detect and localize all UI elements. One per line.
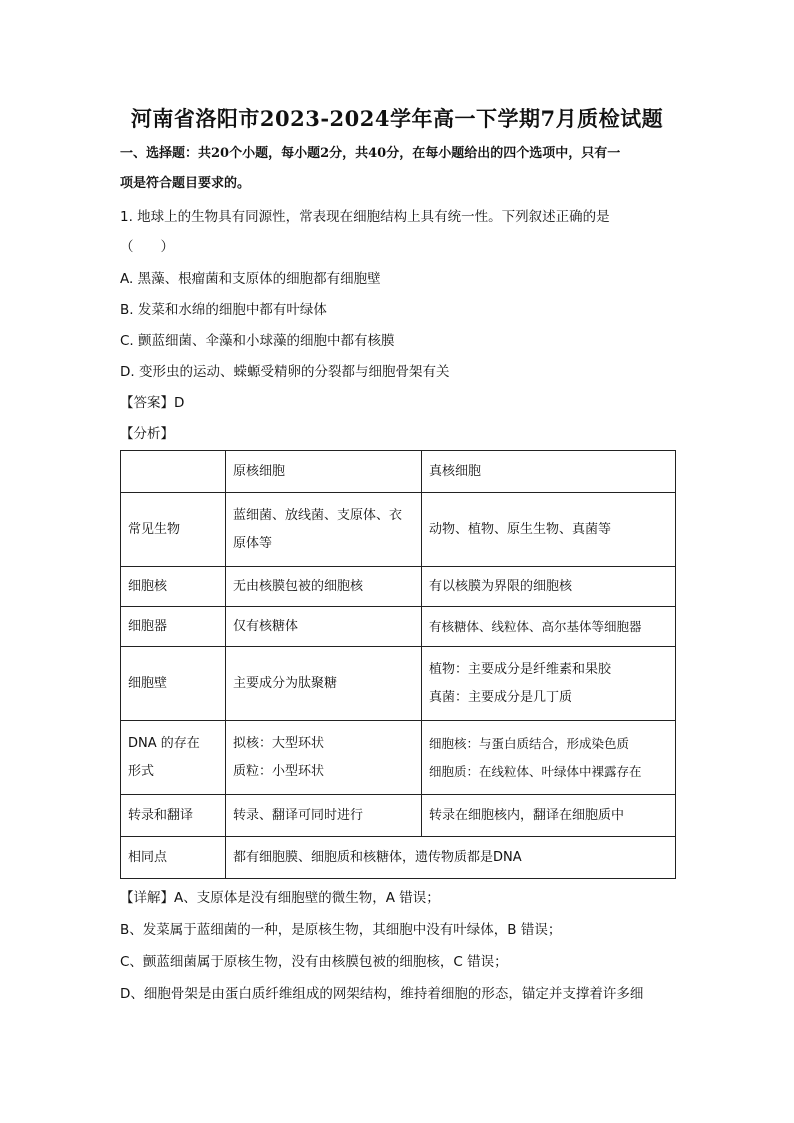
detail-line-3: C、颤蓝细菌属于原核生物，没有由核膜包被的细胞核，C 错误； — [120, 954, 508, 970]
option-b: B. 发菜和水绵的细胞中都有叶绿体 — [120, 302, 327, 318]
cell-text: 原体等 — [233, 535, 273, 551]
row-label-dna-form — [121, 721, 226, 795]
row-label-nucleus: 细胞核 — [121, 567, 226, 607]
option-d: D. 变形虫的运动、蝾螈受精卵的分裂都与细胞骨架有关 — [120, 364, 450, 380]
cell-text: 形式 — [128, 763, 155, 779]
analysis-label: 【分析】 — [120, 426, 174, 442]
table-row — [121, 607, 676, 647]
cell-text: 质粒：小型环状 — [233, 763, 325, 779]
cell-prokaryote-dna — [226, 721, 422, 795]
cell-prokaryote-cell-wall: 主要成分为肽聚糖 — [226, 647, 422, 721]
cell-prokaryote-transcription: 转录、翻译可同时进行 — [226, 795, 422, 837]
document-title: 河南省洛阳市2023-2024学年高一下学期7月质检试题 — [130, 106, 664, 131]
option-c: C. 颤蓝细菌、伞藻和小球藻的细胞中都有核膜 — [120, 333, 395, 349]
cell-eukaryote-organelles: 有核糖体、线粒体、高尔基体等细胞器 — [422, 607, 676, 647]
table-header-row — [121, 451, 676, 493]
cell-text: 蓝细菌、放线菌、支原体、衣 — [233, 507, 403, 523]
comparison-table — [120, 450, 676, 879]
cell-eukaryote-transcription: 转录在细胞核内，翻译在细胞质中 — [422, 795, 676, 837]
cell-prokaryote-nucleus: 无由核膜包被的细胞核 — [226, 567, 422, 607]
question-stem-line-1: 1. 地球上的生物具有同源性，常表现在细胞结构上具有统一性。下列叙述正确的是 — [120, 209, 610, 225]
cell-prokaryote-organisms — [226, 493, 422, 567]
cell-eukaryote-organisms: 动物、植物、原生生物、真菌等 — [422, 493, 676, 567]
section-instructions-line-1: 一、选择题：共20个小题，每小题2分，共40分，在每小题给出的四个选项中，只有一 — [120, 146, 621, 161]
cell-text: 植物：主要成分是纤维素和果胶 — [429, 661, 612, 677]
detail-line-4: D、细胞骨架是由蛋白质纤维组成的网架结构，维持着细胞的形态，锚定并支撑着许多细 — [120, 986, 644, 1002]
cell-common-points: 都有细胞膜、细胞质和核糖体，遗传物质都是DNA — [226, 837, 676, 879]
option-a: A. 黑藻、根瘤菌和支原体的细胞都有细胞壁 — [120, 271, 381, 287]
question-stem-line-2: （ ） — [120, 239, 174, 255]
cell-text: 细胞质：在线粒体、叶绿体中裸露存在 — [429, 763, 642, 779]
table-row — [121, 721, 676, 795]
cell-eukaryote-nucleus: 有以核膜为界限的细胞核 — [422, 567, 676, 607]
row-label-common-points: 相同点 — [121, 837, 226, 879]
table-row — [121, 837, 676, 879]
table-header-eukaryote: 真核细胞 — [422, 451, 676, 493]
answer-line: 【答案】D — [120, 395, 185, 411]
table-row — [121, 567, 676, 607]
cell-text: 真菌：主要成分是几丁质 — [429, 689, 573, 705]
cell-eukaryote-cell-wall — [422, 647, 676, 721]
table-row — [121, 795, 676, 837]
row-label-cell-wall: 细胞壁 — [121, 647, 226, 721]
cell-eukaryote-dna — [422, 721, 676, 795]
row-label-organelles: 细胞器 — [121, 607, 226, 647]
detail-line-1: 【详解】A、支原体是没有细胞壁的微生物，A 错误； — [120, 890, 440, 906]
table-row — [121, 647, 676, 721]
row-label-transcription: 转录和翻译 — [121, 795, 226, 837]
table-header-prokaryote: 原核细胞 — [226, 451, 422, 493]
section-instructions-line-2: 项是符合题目要求的。 — [120, 176, 251, 191]
cell-text: DNA 的存在 — [128, 735, 200, 751]
cell-text: 拟核：大型环状 — [233, 735, 325, 751]
table-header-empty — [121, 451, 226, 493]
table-row — [121, 493, 676, 567]
cell-text: 细胞核：与蛋白质结合，形成染色质 — [429, 735, 630, 751]
row-label-common-organisms: 常见生物 — [121, 493, 226, 567]
detail-line-2: B、发菜属于蓝细菌的一种，是原核生物，其细胞中没有叶绿体，B 错误； — [120, 922, 562, 938]
cell-prokaryote-organelles: 仅有核糖体 — [226, 607, 422, 647]
